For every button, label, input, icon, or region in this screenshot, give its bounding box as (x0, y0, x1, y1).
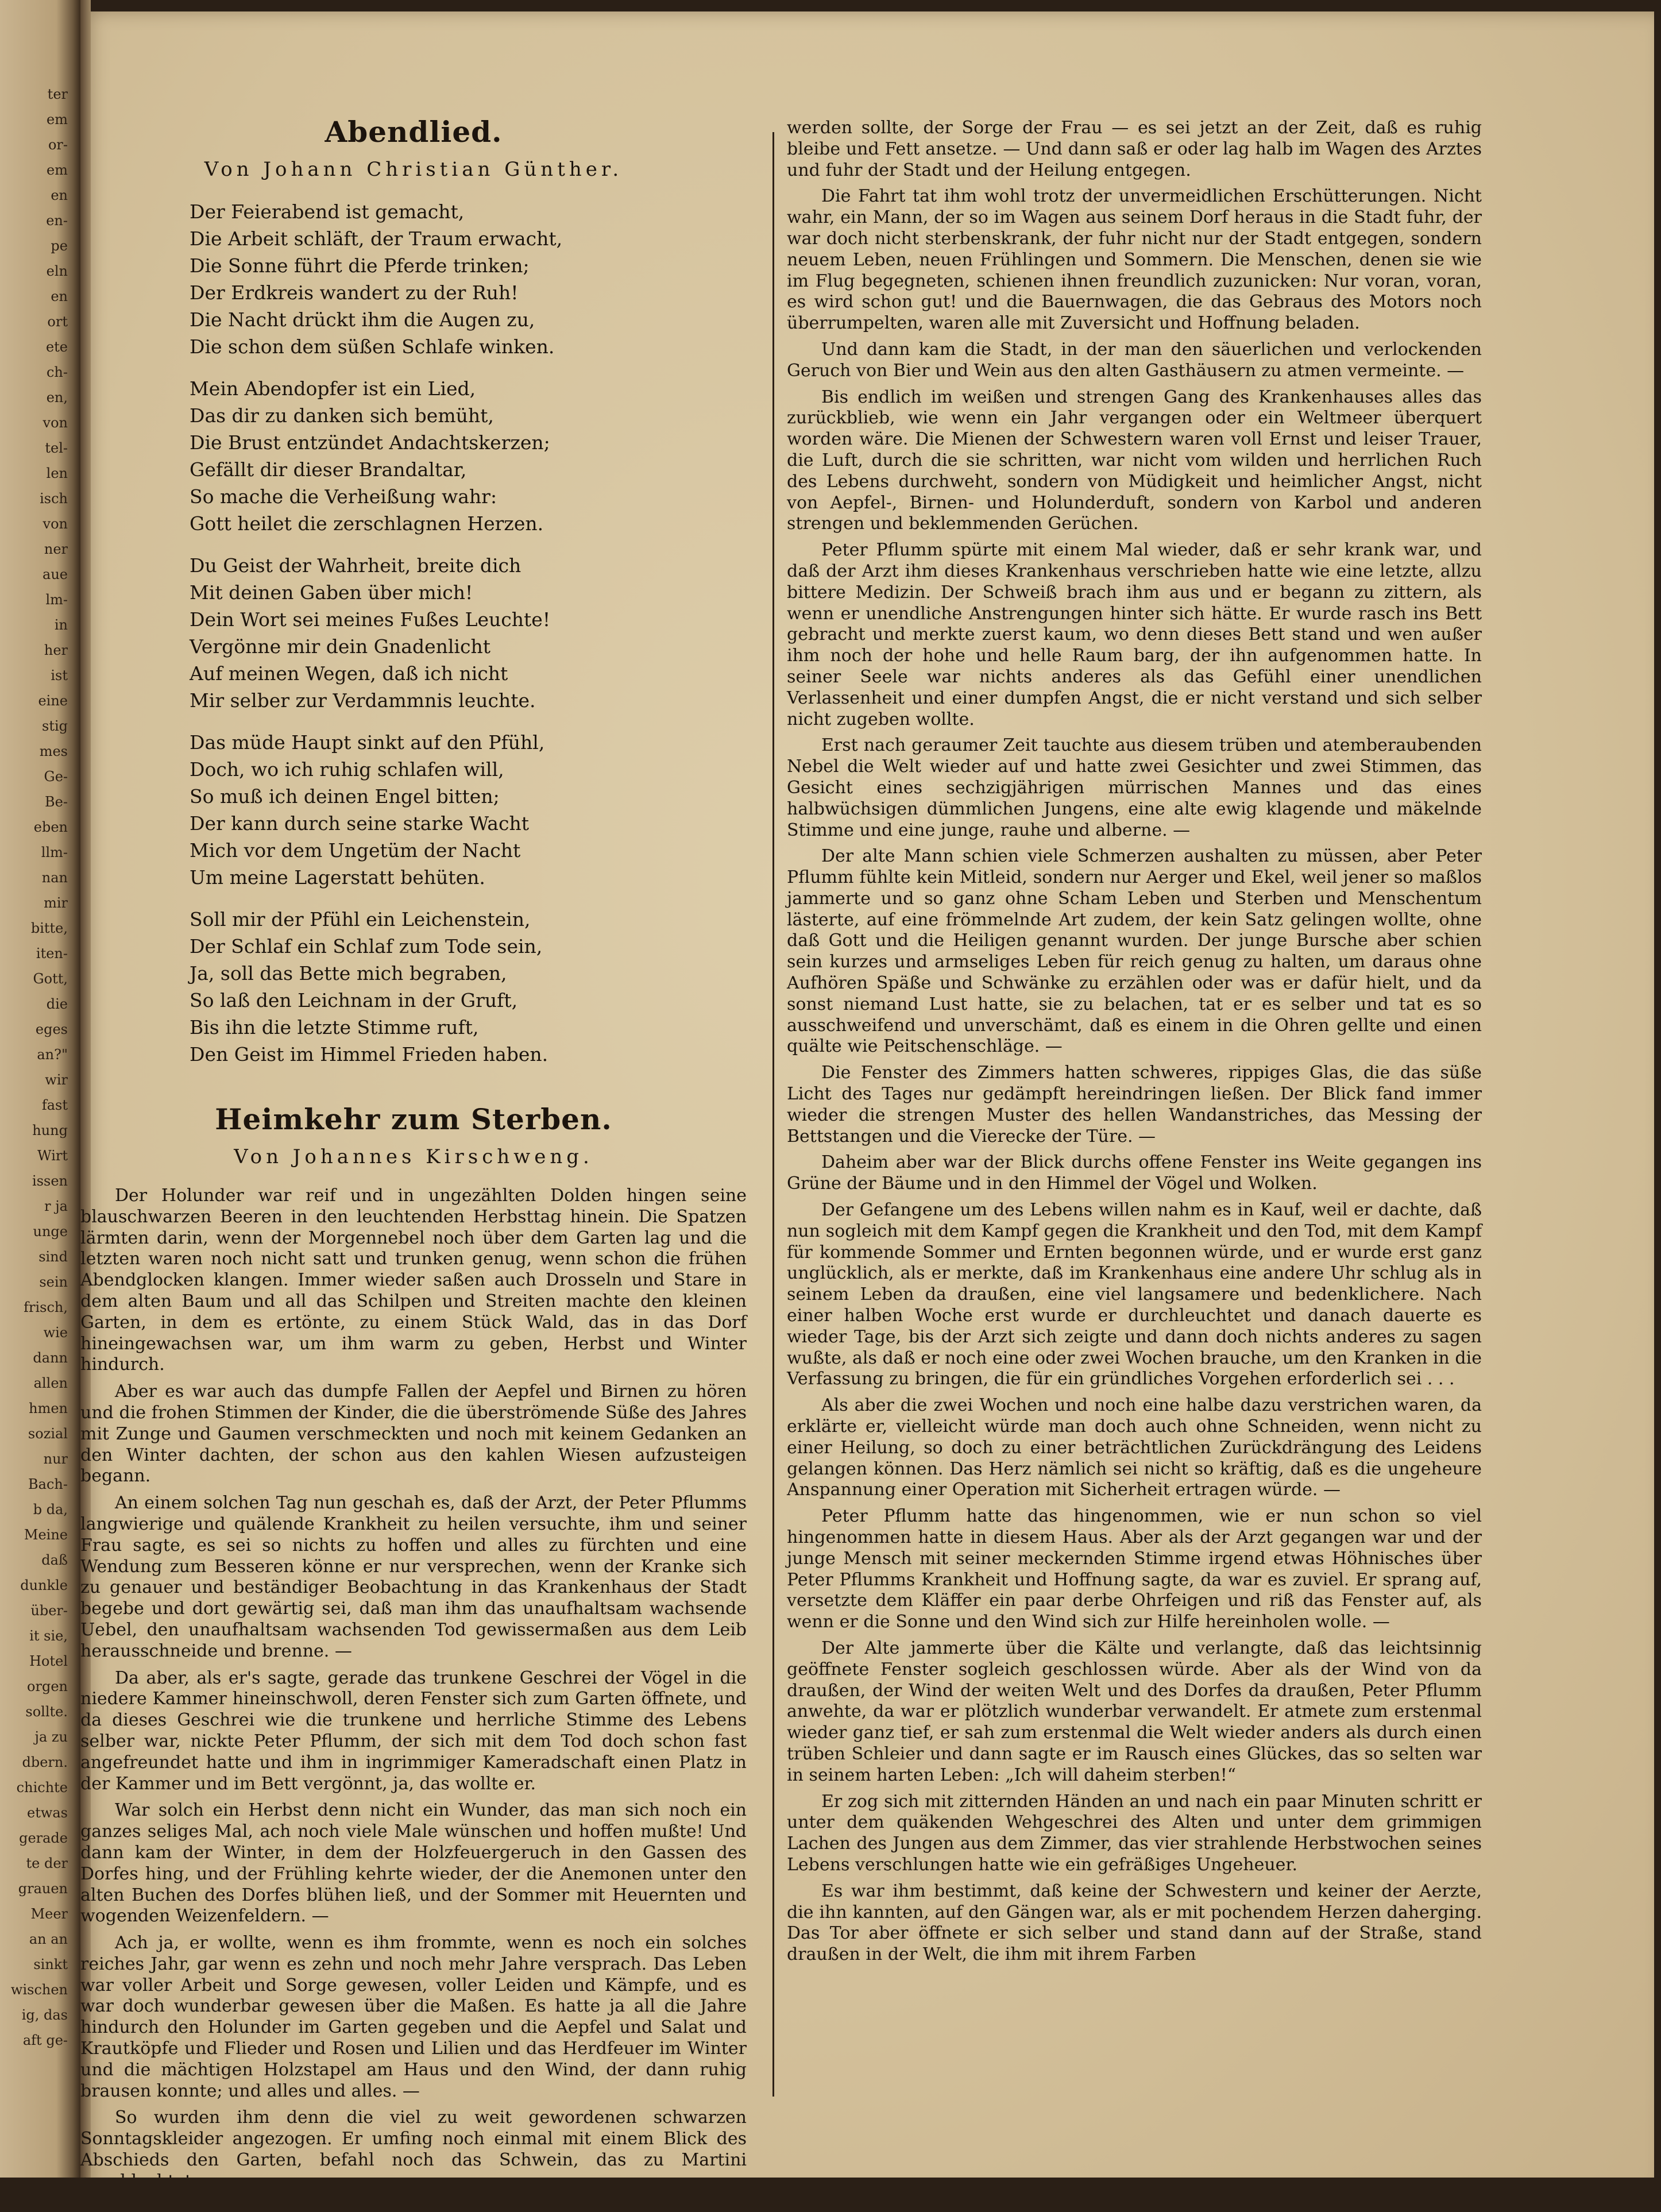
poem-line: Ja, soll das Bette mich begraben, (190, 962, 507, 985)
poem-line: Die Brust entzündet Andachtskerzen; (190, 431, 550, 454)
margin-fragment: iten- (36, 945, 68, 962)
story-paragraph: werden sollte, der Sorge der Frau — es sei jetzt an der Zeit, daß es ruhig bleibe und Fett ansetze. — Und dann saß er oder lag halb im Wagen des Arztes und fuhr der Stadt und der Heilung entgegen. (787, 118, 1482, 180)
margin-fragment: tel- (45, 440, 68, 456)
margin-fragment: bitte, (30, 920, 68, 936)
margin-fragment: dunkle (20, 1577, 68, 1593)
margin-fragment: über- (30, 1603, 68, 1619)
margin-fragment: in (54, 617, 68, 633)
margin-fragment: allen (33, 1375, 68, 1391)
margin-fragment: en (51, 187, 68, 203)
margin-fragment: Bach- (28, 1476, 68, 1492)
story-paragraph: Er zog sich mit zitternden Händen an und nach ein paar Minuten schritt er unter dem quäkenden Wehgeschrei des Alten und unter dem grimmigen Lachen des Jungen aus dem Zimmer, das vier strahlende Herbstwochen seines Lebens verschlungen hatte wie ein gefräßiges Ungeheuer. (787, 1791, 1482, 1875)
margin-fragment: von (43, 415, 68, 431)
story-paragraph: Der Holunder war reif und in ungezählten Dolden hingen seine blauschwarzen Beeren in den leuchtenden Herbsttag hinein. Die Spatzen lärmten darin, wenn der Morgennebel noch über dem Garten lag und die letzten waren noch nicht satt und trunken genug, wenn schon die frühen Abendglocken klangen. Immer wieder saßen auch Drosseln und Stare in dem alten Baum und all das Schilpen und Streiten machte den kleinen Garten, in dem es ertönte, zu einem Stück Wald, das in das Dorf hineingewachsen war, um ihm warm zu geben, Herbst und Winter hindurch. (80, 1186, 747, 1375)
margin-fragment: Meine (24, 1527, 68, 1543)
margin-fragment: aue (43, 566, 68, 582)
poem-line: Gefällt dir dieser Brandaltar, (190, 458, 467, 481)
poem-line: So muß ich deinen Engel bitten; (190, 785, 500, 808)
margin-fragment: dann (33, 1350, 68, 1366)
story-paragraph: War solch ein Herbst denn nicht ein Wunder, das man sich noch ein ganzes seliges Mal, ach noch viele Male wünschen und hoffen mußte! Und dann kam der Winter, in dem der Holzfeuergeruch in den Gassen des Dorfes hing, und der Frühling kehrte wieder, der die Anemonen unter den alten Buchen des Dorfes blühen ließ, und der Sommer mit Heuernten und wogenden Weizenfeldern. — (80, 1800, 747, 1927)
poem-byline: Von Johann Christian Günther. (204, 158, 623, 181)
story-paragraph: Da aber, als er's sagte, gerade das trunkene Geschrei der Vögel in die niedere Kammer hineinschwoll, deren Fenster sich zum Garten öffnete, und da dieses Geschrei wie die trunkene und herrliche Stimme des Lebens selber war, nickte Peter Pflumm, der sich mit dem Tod doch schon fast angefreundet hatte und ihm in ingrimmiger Kameradschaft einen Platz in der Kammer und im Bett vergönnt, ja, das wollte er. (80, 1667, 747, 1794)
margin-fragment: ch- (46, 364, 68, 380)
poem-line: Die Arbeit schläft, der Traum erwacht, (190, 227, 563, 250)
margin-fragment: en- (46, 213, 68, 229)
margin-fragment: sozial (28, 1426, 68, 1442)
poem-line: Soll mir der Pfühl ein Leichenstein, (190, 908, 531, 931)
story-paragraph: Daheim aber war der Blick durchs offene Fenster ins Weite gegangen ins Grüne der Bäume und in den Himmel der Vögel und Wolken. (787, 1152, 1482, 1194)
margin-fragment: ner (44, 541, 68, 557)
poem-line: Vergönne mir dein Gnadenlicht (190, 635, 490, 658)
margin-fragment: mir (44, 895, 68, 911)
story-paragraph: Aber es war auch das dumpfe Fallen der Aepfel und Birnen zu hören und die frohen Stimmen der Kinder, die die überströmende Süße des Jahres mit Zunge und Gaumen verschmeckten und noch mit keinem Gedanken an den Winter dachten, der schon aus den kahlen Wiesen aufzusteigen begann. (80, 1381, 747, 1487)
margin-fragment: sinkt (33, 1956, 68, 1972)
poem-stanza (190, 906, 747, 1068)
margin-fragment: wie (43, 1325, 68, 1341)
margin-fragment: sein (39, 1274, 68, 1290)
margin-fragment: Meer (30, 1906, 68, 1922)
poem-line: Das müde Haupt sinkt auf den Pfühl, (190, 731, 545, 754)
poem-line: Mein Abendopfer ist ein Lied, (190, 377, 476, 400)
margin-fragment: lm- (45, 592, 68, 608)
margin-fragment: ja zu (34, 1729, 68, 1745)
margin-fragment: Hotel (29, 1653, 68, 1669)
margin-fragment: dbern. (22, 1754, 68, 1770)
margin-fragment: ort (47, 314, 68, 330)
margin-fragment: her (44, 642, 68, 658)
story-right-text (787, 118, 1482, 1966)
story-paragraph: Ach ja, er wollte, wenn es ihm frommte, wenn es noch ein solches reiches Jahr, gar wenn es zehn und noch mehr Jahre versprach. Das Leben war voller Arbeit und Sorge gewesen, voller Leiden und Kämpfe, und es war doch wunderbar gewesen über die Maßen. Es hatte ja all die Jahre hindurch den Holunder im Garten gegeben und die Aepfel und Salat und Krautköpfe und Flieder und Rosen und Lilien und das Herdfeuer im Winter und die mächtigen Holzstapel am Haus und den Wind, der dann ruhig brausen konnte; und alles und alles. — (80, 1933, 747, 2101)
margin-fragment: r ja (44, 1198, 68, 1214)
margin-fragment: frisch, (24, 1299, 68, 1315)
margin-fragment: etwas (26, 1805, 68, 1821)
poem-line: Bis ihn die letzte Stimme ruft, (190, 1016, 479, 1039)
margin-fragment: llm- (41, 844, 68, 860)
margin-fragment: eine (38, 693, 68, 709)
margin-fragment: mes (39, 743, 68, 759)
margin-fragment: gerade (19, 1830, 68, 1846)
margin-fragment: Wirt (37, 1148, 68, 1164)
story-paragraph: Als aber die zwei Wochen und noch eine halbe dazu verstrichen waren, da erklärte er, vielleicht würde man doch auch ohne Schneiden, wenn nicht zu einer Heilung, so doch zu einer beträchtlichen Zurückdrängung des Leidens gelangen können. Das Herz nämlich sei nicht so kräftig, daß es die ungeheure Anspannung einer Operation mit Sicherheit ertragen würde. — (787, 1395, 1482, 1500)
story-paragraph: Der Gefangene um des Lebens willen nahm es in Kauf, weil er dachte, daß nun sogleich mit dem Kampf gegen die Krankheit und den Tod, mit dem Kampf für kommende Sommer und Ernten begonnen würde, und er wurde erst ganz unglücklich, als er merkte, daß im Krankenhaus eine andere Uhr schlug als in seinem Leben da draußen, eine viel langsamere und bedenklichere. Nach einer halben Woche erst wurde er durchleuchtet und danach dauerte es wieder Tage, bis der Arzt sich zeigte und dann doch nichts anderes zu sagen wußte, als daß er noch eine oder zwei Wochen brauche, um den Kranken in die Verfassung zu bringen, die für ein gründliches Vorgehen erforderlich sei . . . (787, 1200, 1482, 1389)
margin-fragment: en, (46, 389, 68, 406)
poem-line: Die Sonne führt die Pferde trinken; (190, 254, 530, 277)
margin-fragment: issen (32, 1173, 68, 1189)
poem-stanza (190, 552, 747, 714)
poem-body (190, 198, 747, 1068)
poem-line: Der Erdkreis wandert zu der Ruh! (190, 281, 519, 304)
poem-line: So mache die Verheißung wahr: (190, 485, 497, 508)
margin-fragment: eben (33, 819, 68, 835)
margin-fragment: an?" (37, 1047, 68, 1063)
poem-line: Gott heilet die zerschlagnen Herzen. (190, 512, 544, 535)
story-paragraph: Und dann kam die Stadt, in der man den säuerlichen und verlockenden Geruch von Bier und Wein aus den alten Gasthäusern zu atmen vermeinte. — (787, 339, 1482, 381)
poem-line: Der Schlaf ein Schlaf zum Tode sein, (190, 935, 543, 958)
poem-line: Mir selber zur Verdammnis leuchte. (190, 689, 536, 712)
margin-fragment: wir (45, 1072, 68, 1088)
poem-line: Du Geist der Wahrheit, breite dich (190, 554, 522, 577)
margin-fragment: ete (45, 339, 68, 355)
poem-line: Das dir zu danken sich bemüht, (190, 404, 494, 427)
margin-fragment: nan (41, 870, 68, 886)
poem-line: So laß den Leichnam in der Gruft, (190, 989, 518, 1012)
margin-fragment: it sie, (29, 1628, 68, 1644)
left-column (80, 115, 747, 2198)
margin-fragment: Gott, (33, 971, 68, 987)
story-paragraph: Die Fenster des Zimmers hatten schweres, rippiges Glas, die das süße Licht des Tages nur gedämpft hereindringen ließen. Der Blick fand immer wieder die strengen Muster des hellen Wandanstriches, das Messing der Bettstangen und die Vierecke der Türe. — (787, 1063, 1482, 1146)
poem-line: Mit deinen Gaben über mich! (190, 581, 473, 604)
margin-fragment: isch (40, 491, 68, 507)
margin-fragment: te der (26, 1855, 68, 1871)
margin-fragment: em (47, 162, 68, 178)
bottom-edge (0, 2178, 1661, 2212)
story-left-text (80, 1186, 747, 2192)
margin-fragment: nur (43, 1451, 68, 1467)
margin-fragment: sollte. (25, 1704, 68, 1720)
margin-fragment: em (47, 111, 68, 128)
margin-fragment: aft ge- (22, 2032, 68, 2048)
story-paragraph: Peter Pflumm spürte mit einem Mal wieder, daß er sehr krank war, und daß der Arzt ihm dieses Krankenhaus verschrieben hatte wie eine letzte, allzu bittere Medizin. Der Schweiß brach ihm aus und er begann zu zittern, als wenn er unendliche Anstrengungen hinter sich hätte. Er wurde rasch ins Bett gebracht und merkte zuerst kaum, wo denn dieses Bett stand und wen außer ihm noch der hohe und helle Raum barg, der ihn aufgenommen hatte. In seiner Seele war nichts anderes als das Gefühl einer unendlichen Verlassenheit und einer dumpfen Angst, die er nicht verstand und sich selber nicht zugeben wollte. (787, 540, 1482, 729)
margin-fragment: eges (35, 1021, 68, 1037)
right-column (787, 118, 1482, 1971)
poem-line: Die schon dem süßen Schlafe winken. (190, 335, 555, 358)
story-paragraph: Die Fahrt tat ihm wohl trotz der unvermeidlichen Erschütterungen. Nicht wahr, ein Mann, der so im Wagen aus seinem Dorf heraus in die Stadt fuhr, der war doch nicht sterbenskrank, der fuhr nicht nur der Stadt entgegen, sondern neuem Leben, neuen Frühlingen und Sommern. Die Menschen, denen sie wie im Flug begegneten, schienen ihnen freundlich zuzunicken: Nur voran, voran, es wird schon gut! und die Bauernwagen, die das Gebraus des Motors noch überrumpelten, waren alle mit Zuversicht und Hoffnung beladen. (787, 186, 1482, 334)
poem-line: Den Geist im Himmel Frieden haben. (190, 1043, 548, 1066)
margin-fragment: hung (32, 1122, 68, 1138)
story-paragraph: Bis endlich im weißen und strengen Gang des Krankenhauses alles das zurückblieb, wie wenn ein Jahr vergangen oder ein Weltmeer überquert worden wäre. Die Mienen der Schwestern waren voll Ernst und leiser Trauer, die Luft, durch die sie schritten, war nicht vom wilden und herrlichen Ruch des Lebens durchweht, sondern von Müdigkeit und heimlicher Angst, nicht von Aepfel-, Birnen- und Holunderduft, sondern von Karbol und anderen strengen und beklemmenden Gerüchen. (787, 387, 1482, 534)
margin-fragment: unge (33, 1223, 68, 1240)
margin-fragment: len (46, 465, 68, 481)
margin-fragment: b da, (33, 1501, 68, 1518)
poem-stanza (190, 198, 747, 360)
margin-fragment: von (43, 516, 68, 532)
poem-line: Die Nacht drückt ihm die Augen zu, (190, 308, 535, 331)
story-paragraph: Peter Pflumm hatte das hingenommen, wie er nun schon so viel hingenommen hatte in diesem Haus. Aber als der Arzt gegangen war und der junge Mensch mit seiner meckernden Stimme irgend etwas Höhnisches über Peter Pflumms Krankheit und Hoffnung sagte, da war es zuviel. Er sprang auf, versetzte dem Kläffer ein paar derbe Ohrfeigen und riß das Fenster auf, als wenn er die Sonne und den Wind sich zur Hilfe hereinholen wolle. — (787, 1506, 1482, 1632)
margin-fragment: ist (51, 667, 68, 684)
poem-line: Auf meinen Wegen, daß ich nicht (190, 662, 508, 685)
column-divider (772, 132, 774, 2097)
story-paragraph: Erst nach geraumer Zeit tauchte aus diesem trüben und atemberaubenden Nebel die Welt wieder auf und hatte zwei Gesichter und zwei Stimmen, das Gesicht eines sechzigjährigen mürrischen Mannes und das eines halbwüchsigen dümmlichen Jungens, eine alte ewig klagende und mäkelnde Stimme und eine junge, rauhe und alberne. — (787, 735, 1482, 840)
margin-fragment: Be- (45, 794, 68, 810)
margin-fragment: chichte (16, 1779, 68, 1796)
story-title: Heimkehr zum Sterben. (215, 1102, 612, 1136)
margin-fragment: sind (38, 1249, 68, 1265)
margin-fragment: pe (51, 238, 68, 254)
margin-fragment: hmen (29, 1400, 68, 1416)
margin-fragment: daß (41, 1552, 68, 1568)
poem-line: Doch, wo ich ruhig schlafen will, (190, 758, 504, 781)
margin-fragment: eln (46, 263, 68, 279)
story-paragraph: Der Alte jammerte über die Kälte und verlangte, daß das leichtsinnig geöffnete Fenster sogleich geschlossen würde. Aber als der Wind von da draußen, der Wind der weiten Welt und des Dorfes da draußen, Peter Pflumm anwehte, da war er plötzlich wunderbar verwandelt. Er atmete zum erstenmal wieder ganz tief, er sah zum erstenmal die Welt wieder anders als durch einen trüben Schleier und dann sagte er im Rausch eines Glückes, das so selten war in seinem harten Leben: „Ich will daheim sterben!“ (787, 1638, 1482, 1785)
margin-fragment: die (46, 996, 68, 1012)
margin-fragment: an an (29, 1931, 68, 1947)
margin-fragment: en (51, 288, 68, 304)
story-paragraph: So wurden ihm denn die viel zu weit gewordenen schwarzen Sonntagskleider angezogen. Er umfing noch einmal mit einem Blick des Abschieds den Garten, befahl noch das Schwein, das zu Martini (80, 2107, 747, 2171)
margin-fragment: fast (41, 1097, 68, 1113)
poem-stanza (190, 375, 747, 537)
facing-page-edge (0, 0, 80, 2212)
margin-fragment: stig (42, 718, 68, 734)
poem-line: Um meine Lagerstatt behüten. (190, 866, 485, 889)
poem-line: Der Feierabend ist gemacht, (190, 200, 465, 223)
margin-fragment: Ge- (44, 769, 68, 785)
margin-fragment: wischen (10, 1982, 68, 1998)
story-byline: Von Johannes Kirschweng. (234, 1145, 593, 1168)
margin-fragment: grauen (18, 1881, 68, 1897)
poem-line: Der kann durch seine starke Wacht (190, 812, 529, 835)
story-paragraph: Es war ihm bestimmt, daß keine der Schwestern und keiner der Aerzte, die ihn kannten, auf den Gängen war, als er mit pochendem Herzen daherging. Das Tor aber öffnete er sich selber und stand dann auf der Straße, stand draußen in der Welt, die ihm mit ihrem Farben (787, 1881, 1482, 1965)
poem-line: Dein Wort sei meines Fußes Leuchte! (190, 608, 551, 631)
margin-fragment: ter (47, 86, 68, 102)
poem-line: Mich vor dem Ungetüm der Nacht (190, 839, 521, 862)
poem-stanza (190, 729, 747, 891)
story-paragraph: An einem solchen Tag nun geschah es, daß der Arzt, der Peter Pflumms langwierige und quälende Krankheit zu heilen versuchte, ihm und seiner Frau sagte, es sei so nichts zu hoffen und alles zu fürchten und eine Wendung zum Besseren könne er nur versprechen, wenn der Kranke sich zu genauer und beständiger Beobachtung in das Krankenhaus der Stadt begebe und dort gewärtig sei, daß man ihm das unaufhaltsam wachsende Uebel, den unaufhaltsam wachsenden Tod gewissermaßen aus dem Leib herausschneide und brenne. — (80, 1493, 747, 1661)
margin-fragment: or- (48, 137, 68, 153)
story-paragraph: Der alte Mann schien viele Schmerzen aushalten zu müssen, aber Peter Pflumm fühlte kein Mitleid, sondern nur Aerger und Ekel, weil jener so maßlos jammerte und so ganz ohne Scham Leben und Sterben und Menschentum lästerte, auf eine frömmelnde Art zudem, der kein Satz gelingen wollte, ohne daß Gott und die Heiligen genannt wurden. Der junge Bursche aber schien sein kurzes und armseliges Leben für reich genug zu halten, um daraus ohne Aufhören Späße und Schwänke zu erzählen oder was er dafür hielt, und da sonst niemand Lust hatte, sie zu belachen, tat er es selber und tat es so ausschweifend und unverschämt, daß es einem in die Ohren gellte und einen quälte wie Peitschenschläge. — (787, 846, 1482, 1057)
poem-title: Abendlied. (325, 115, 503, 149)
margin-fragment: ig, das (21, 2007, 68, 2023)
margin-fragment: orgen (27, 1678, 68, 1694)
